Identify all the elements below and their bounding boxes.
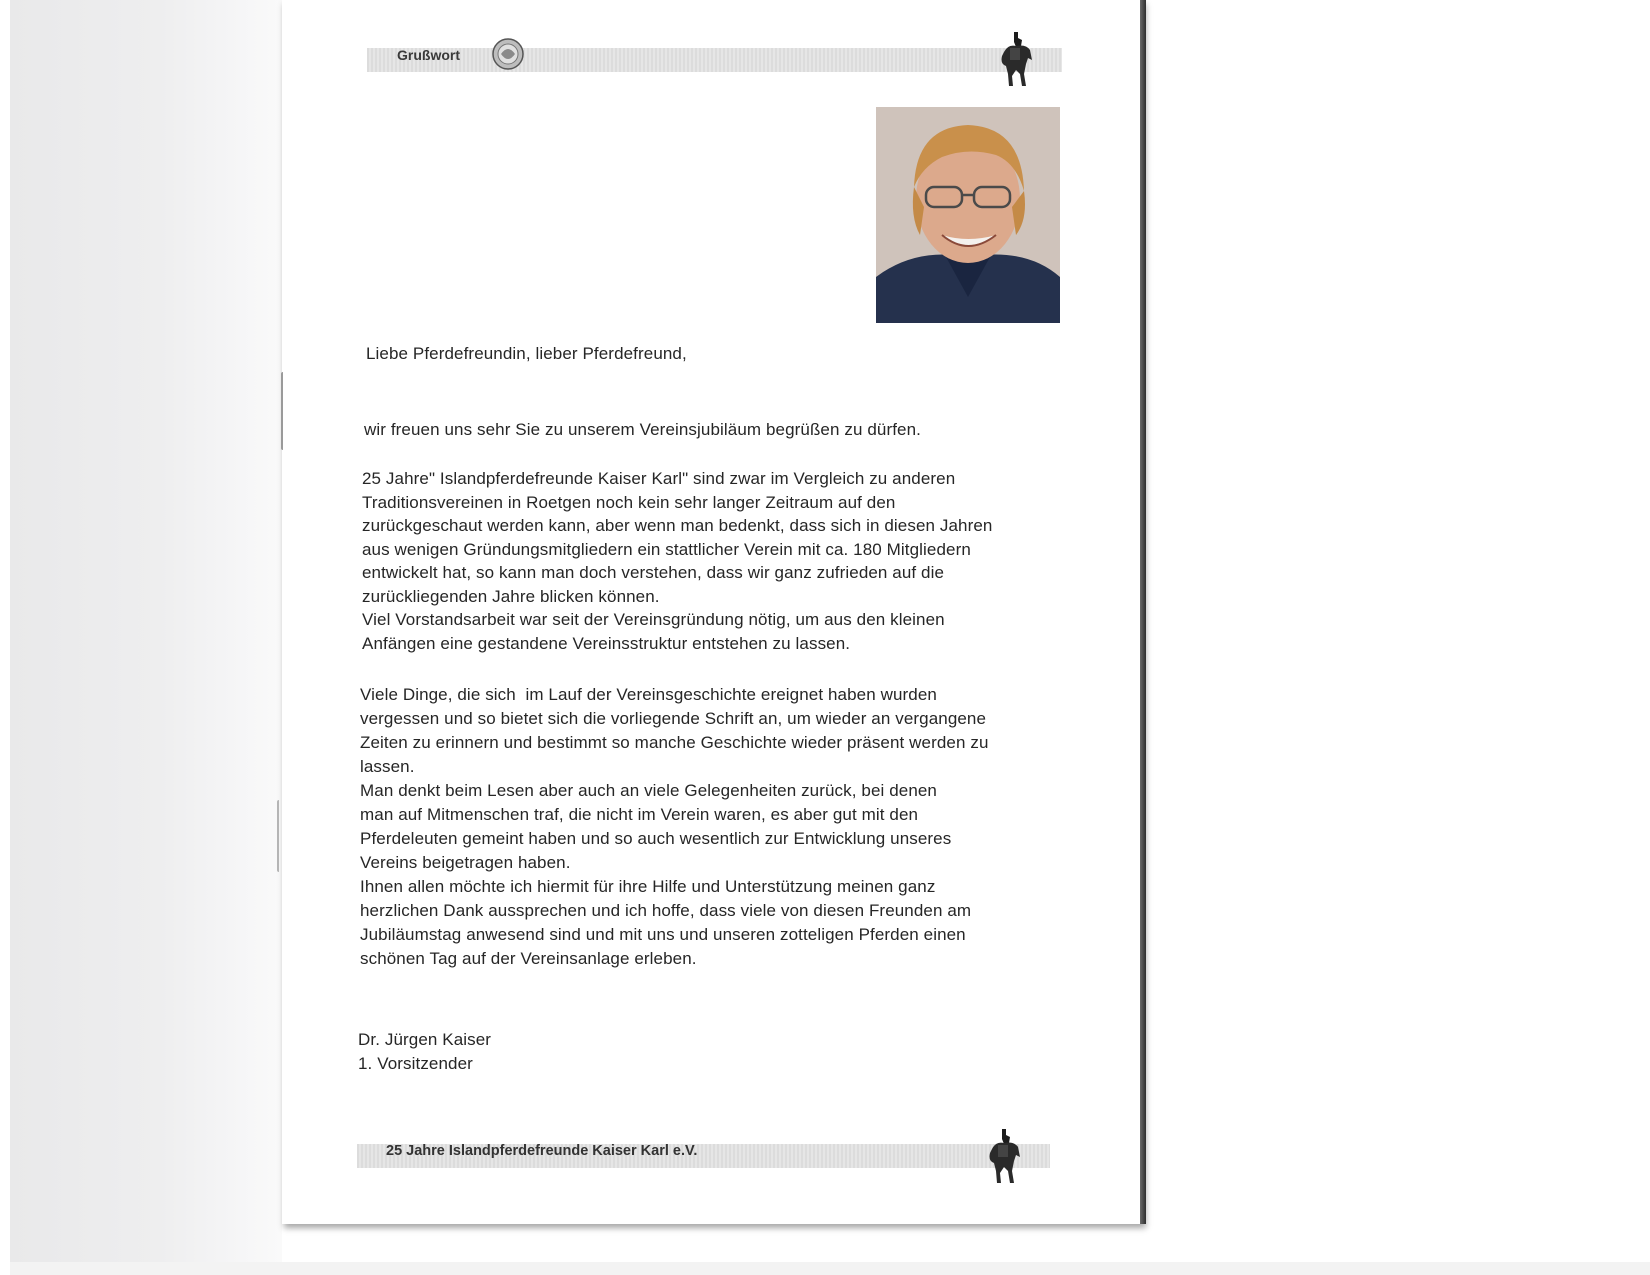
- portrait-image-icon: [876, 107, 1060, 323]
- knight-horse-icon: [984, 1127, 1024, 1185]
- scan-bottom-strip: [10, 1262, 1650, 1275]
- letter-greeting: Liebe Pferdefreundin, lieber Pferdefreund,: [366, 344, 687, 363]
- staple-mark: [277, 800, 282, 872]
- scan-left-shadow: [10, 0, 282, 1262]
- footer-title: 25 Jahre Islandpferdefreunde Kaiser Karl e.V.: [386, 1143, 698, 1159]
- letter-paragraph: Viele Dinge, die sich im Lauf der Vereinsgeschichte ereignet haben wurden vergessen und so bietet sich die vorliegende Schrift an, um wieder an vergangene Zeiten zu erinnern und bestimmt so manche Geschichte wieder präsent werden zu lassen. Man denkt beim Lesen aber auch an viele Gelegenheiten zurück, bei denen man auf Mitmenschen traf, die nicht im Verein waren, es aber gut mit den Pferdeleuten gemeint haben und so auch wesentlich zur Entwicklung unseres Vereins beigetragen haben. Ihnen allen möchte ich hiermit für ihre Hilfe und Unterstützung meinen ganz herzlichen Dank aussprechen und ich hoffe, dass viele von diesen Freunden am Jubiläumstag anwesend sind und mit uns und unseren zotteligen Pferden einen schönen Tag auf der Vereinsanlage erleben.: [360, 685, 989, 968]
- signature-name: Dr. Jürgen Kaiser: [358, 1030, 492, 1049]
- signature-block: [358, 1028, 491, 1076]
- knight-horse-icon: [996, 30, 1036, 88]
- page-edge: [1140, 0, 1146, 1224]
- signature-role: 1. Vorsitzender: [358, 1054, 473, 1073]
- portrait-photo: [876, 107, 1060, 323]
- staple-mark: [281, 372, 286, 450]
- letter-paragraph: 25 Jahre" Islandpferdefreunde Kaiser Karl" sind zwar im Vergleich zu anderen Traditionsvereinen in Roetgen noch kein sehr langer Zeitraum auf den zurückgeschaut werden kann, aber wenn man bedenkt, dass sich in diesen Jahren aus wenigen Gründungsmitgliedern ein stattlicher Verein mit ca. 180 Mitgliedern entwickelt hat, so kann man doch verstehen, dass wir ganz zufrieden auf die zurückliegenden Jahre blicken können. Viel Vorstandsarbeit war seit der Vereinsgründung nötig, um aus den kleinen Anfängen eine gestandene Vereinsstruktur entstehen zu lassen.: [362, 469, 993, 653]
- header-bar: [367, 48, 1062, 72]
- coin-emblem-icon: [490, 36, 526, 72]
- section-title: Grußwort: [397, 47, 460, 63]
- letter-intro: wir freuen uns sehr Sie zu unserem Vereinsjubiläum begrüßen zu dürfen.: [364, 420, 921, 439]
